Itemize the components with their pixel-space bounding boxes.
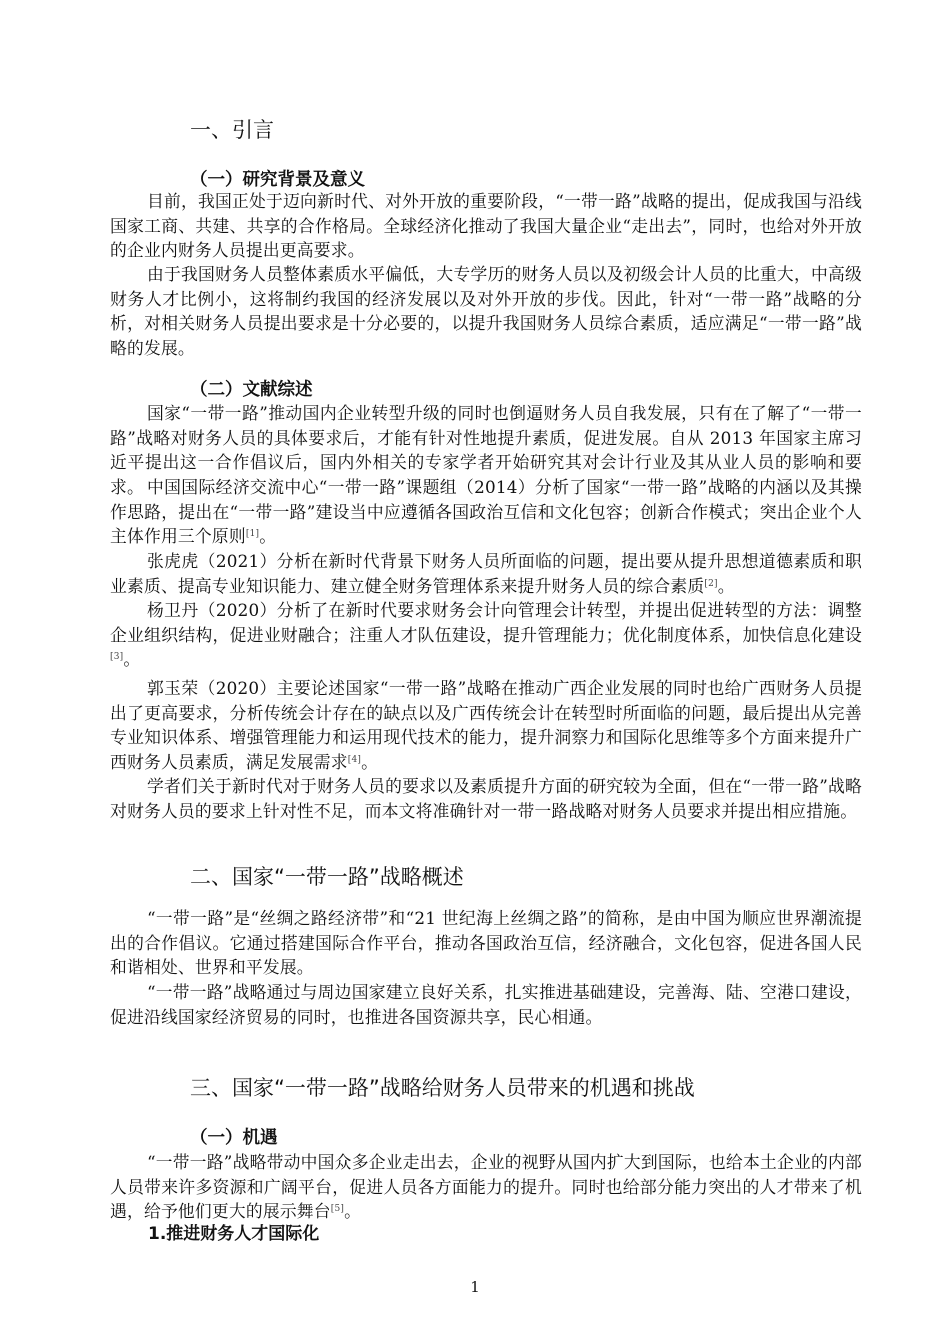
- numbered-heading: 1.推进财务人才国际化: [148, 1224, 320, 1244]
- subsection-heading: （二）文献综述: [190, 380, 313, 400]
- paragraph-text: 中国国际经济交流中心“一带一路”课题组（2014）分析了国家“一带一路”战略的内涵以及其操作思路，提出在“一带一路”建设当中应遵循各国政治互信和文化包容；创新合作模式；突出企业个人主体作用三个原则: [110, 477, 862, 547]
- paragraph: [110, 1150, 862, 1224]
- paragraph-end: 。: [259, 526, 277, 547]
- paragraph-text: “一带一路”战略带动中国众多企业走出去，企业的视野从国内扩大到国际，也给本土企业的内部人员带来许多资源和广阔平台，促进人员各方面能力的提升。同时也给部分能力突出的人才带来了机遇，给予他们更大的展示舞台: [110, 1152, 862, 1222]
- paragraph: [110, 549, 862, 598]
- paragraph: [110, 676, 862, 774]
- paragraph: “一带一路”是“丝绸之路经济带”和“21 世纪海上丝绸之路”的简称，是由中国为顺应世界潮流提出的合作倡议。它通过搭建国际合作平台，推动各国政治互信，经济融合，文化包容，促进各国人民和谐相处、世界和平发展。: [110, 908, 862, 978]
- paragraph-text: 张虎虎（2021）分析在新时代背景下财务人员所面临的问题，提出要从提升思想道德素质和职业素质、提高专业知识能力、建立健全财务管理体系来提升财务人员的综合素质: [110, 551, 862, 596]
- paragraph-text: 郭玉荣（2020）主要论述国家“一带一路”战略在推动广西企业发展的同时也给广西财务人员提出了更高要求，分析传统会计存在的缺点以及广西传统会计在转型时所面临的问题，最后提出从完善专业知识体系、增强管理能力和运用现代技术的能力，提升洞察力和国际化思维等多个方面来提升广西财务人员素质，满足发展需求: [110, 678, 862, 772]
- paragraph-end: 。: [361, 751, 379, 772]
- citation-ref: [2]: [704, 578, 718, 589]
- subsection-heading: （一）研究背景及意义: [190, 170, 365, 190]
- paragraph-end: 。: [344, 1201, 362, 1222]
- citation-ref: [4]: [347, 754, 362, 765]
- citation-ref: [3]: [110, 652, 124, 663]
- paragraph: 国家“一带一路”推动国内企业转型升级的同时也倒逼财务人员自我发展，只有在了解了“一带一路”战略对财务人员的具体要求后，才能有针对性地提升素质，促进发展。自从 2013 年国家主席习近平提出这一合作倡议后，国内外相关的专家学者开始研究其对会计行业及其从业人员的影响和要求。: [110, 403, 862, 497]
- paragraph: “一带一路”战略通过与周边国家建立良好关系，扎实推进基础建设，完善海、陆、空港口建设，促进沿线国家经济贸易的同时，也推进各国资源共享，民心相通。: [110, 982, 862, 1027]
- page-number: 1: [470, 1278, 480, 1296]
- paragraph: 学者们关于新时代对于财务人员的要求以及素质提升方面的研究较为全面，但在“一带一路”战略对财务人员的要求上针对性不足，而本文将准确针对一带一路战略对财务人员要求并提出相应措施。: [110, 776, 862, 821]
- paragraph: [110, 475, 862, 549]
- paragraph-end: 。: [123, 649, 141, 670]
- section-heading: 三、国家“一带一路”战略给财务人员带来的机遇和挑战: [190, 1076, 695, 1100]
- paragraph-text: 杨卫丹（2020）分析了在新时代要求财务会计向管理会计转型，并提出促进转型的方法：调整企业组织结构，促进业财融合；注重人才队伍建设，提升管理能力；优化制度体系，加快信息化建设: [110, 600, 862, 645]
- paragraph-end: 。: [717, 575, 735, 596]
- paragraph: [110, 598, 862, 672]
- paragraph: 目前，我国正处于迈向新时代、对外开放的重要阶段，“一带一路”战略的提出，促成我国与沿线国家工商、共建、共享的合作格局。全球经济化推动了我国大量企业“走出去”，同时，也给对外开放的企业内财务人员提出更高要求。: [110, 191, 862, 261]
- section-heading: 二、国家“一带一路”战略概述: [190, 865, 464, 889]
- section-heading: 一、引言: [190, 118, 274, 142]
- subsection-heading: （一）机遇: [190, 1128, 278, 1148]
- citation-ref: [1]: [245, 529, 260, 540]
- citation-ref: [5]: [330, 1204, 345, 1215]
- paragraph: 由于我国财务人员整体素质水平偏低，大专学历的财务人员以及初级会计人员的比重大，中高级财务人才比例小，这将制约我国的经济发展以及对外开放的步伐。因此，针对“一带一路”战略的分析，对相关财务人员提出要求是十分必要的，以提升我国财务人员综合素质，适应满足“一带一路”战略的发展。: [110, 264, 862, 358]
